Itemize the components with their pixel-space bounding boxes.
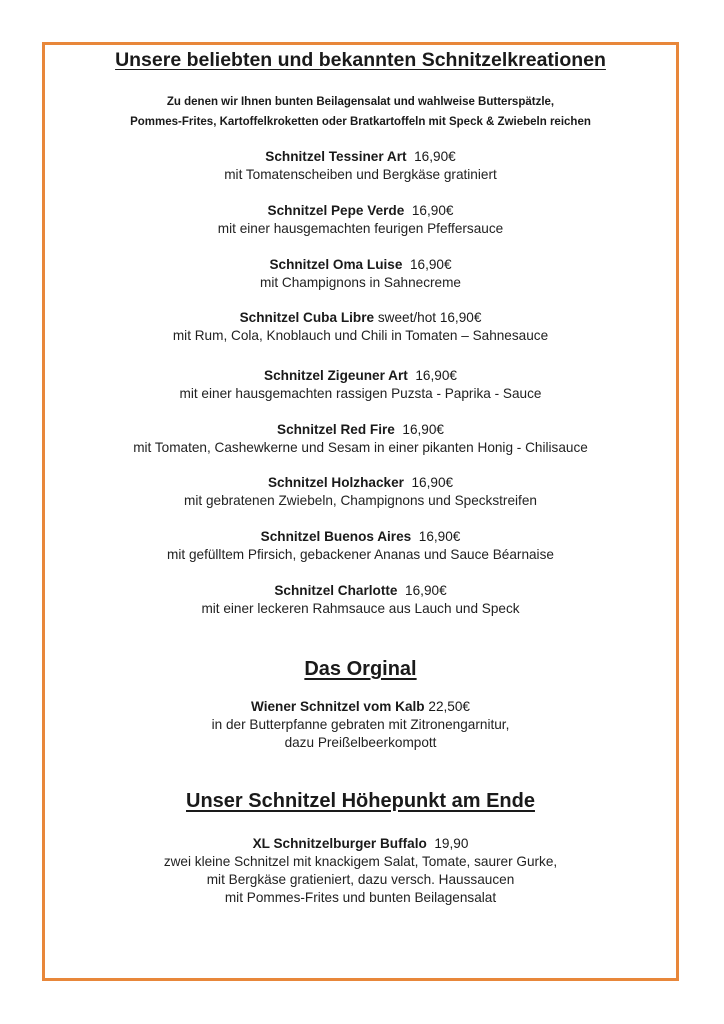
dish-name: XL Schnitzelburger Buffalo	[252, 836, 427, 851]
dish-description: mit Champignons in Sahnecreme	[260, 275, 461, 290]
dish-description: mit Rum, Cola, Knoblauch und Chili in Tomaten – Sahnesauce	[172, 328, 549, 343]
dish-name: Schnitzel Oma Luise	[269, 257, 403, 272]
intro-line: Zu denen wir Ihnen bunten Beilagensalat und wahlweise Butterspätzle,	[166, 96, 555, 108]
dish-price: 16,90€	[418, 529, 461, 544]
dish-price: 22,50€	[428, 699, 470, 714]
dish-description: mit Bergkäse gratieniert, dazu versch. Haussaucen	[206, 872, 515, 887]
dish-price: 16,90€	[414, 149, 456, 164]
menu-item-wiener	[42, 698, 679, 752]
dish-name: Schnitzel Charlotte	[274, 583, 398, 598]
dish-price: 16,90€	[402, 422, 444, 437]
dish-price: 16,90€	[411, 475, 454, 490]
dish-name: Schnitzel Zigeuner Art	[264, 368, 408, 383]
dish-description: mit gefülltem Pfirsich, gebackener Ananas und Sauce Béarnaise	[167, 547, 554, 562]
menu-item-tessiner	[42, 148, 679, 184]
dish-name: Schnitzel Pepe Verde	[267, 203, 405, 218]
dish-name: Schnitzel Holzhacker	[267, 475, 404, 490]
dish-description: mit Tomaten, Cashewkerne und Sesam in einer pikanten Honig - Chilisauce	[133, 440, 588, 455]
dish-name: Wiener Schnitzel vom Kalb	[251, 699, 425, 714]
dish-description: in der Butterpfanne gebraten mit Zitronengarnitur,	[211, 717, 510, 732]
dish-name: Schnitzel Red Fire	[277, 422, 395, 437]
dish-price: 16,90€	[409, 257, 452, 272]
dish-price: 16,90€	[405, 583, 447, 598]
dish-description: dazu Preißelbeerkompott	[284, 735, 437, 750]
dish-extra: sweet/hot	[377, 310, 437, 325]
dish-price: 19,90	[434, 836, 469, 851]
intro-line: Pommes-Frites, Kartoffelkroketten oder Bratkartoffeln mit Speck & Zwiebeln reichen	[130, 116, 591, 128]
menu-item-zigeuner	[42, 367, 679, 403]
section-title-highlight: Unser Schnitzel Höhepunkt am Ende	[186, 790, 535, 812]
menu-item-holzhacker	[42, 474, 679, 510]
dish-price: 16,90€	[411, 203, 454, 218]
dish-name: Schnitzel Buenos Aires	[260, 529, 412, 544]
dish-name: Schnitzel Cuba Libre	[239, 310, 375, 325]
dish-description: mit einer hausgemachten rassigen Puzsta - Paprika - Sauce	[179, 386, 542, 401]
menu-item-charlotte	[42, 582, 679, 618]
dish-description: mit gebratenen Zwiebeln, Champignons und Speckstreifen	[184, 493, 537, 508]
dish-description: mit einer hausgemachten feurigen Pfeffersauce	[217, 221, 504, 236]
side-dish-intro	[42, 92, 679, 132]
dish-price: 16,90€	[439, 310, 482, 325]
menu-item-red-fire	[42, 421, 679, 457]
dish-name: Schnitzel Tessiner Art	[265, 149, 407, 164]
section-title-original: Das Orginal	[304, 658, 417, 680]
page-title: Unsere beliebten und bekannten Schnitzelkreationen	[115, 49, 606, 71]
dish-description: mit einer leckeren Rahmsauce aus Lauch und Speck	[201, 601, 520, 616]
dish-description: mit Tomatenscheiben und Bergkäse gratiniert	[224, 167, 497, 182]
dish-description: zwei kleine Schnitzel mit knackigem Salat, Tomate, saurer Gurke,	[163, 854, 558, 869]
dish-description: mit Pommes-Frites und bunten Beilagensalat	[224, 890, 497, 905]
dish-price: 16,90€	[415, 368, 457, 383]
menu-item-buenos-aires	[42, 528, 679, 564]
menu-item-pepe-verde	[42, 202, 679, 238]
menu-item-oma-luise	[42, 256, 679, 292]
menu-item-xl-burger	[42, 835, 679, 907]
menu-item-cuba-libre	[42, 309, 679, 345]
